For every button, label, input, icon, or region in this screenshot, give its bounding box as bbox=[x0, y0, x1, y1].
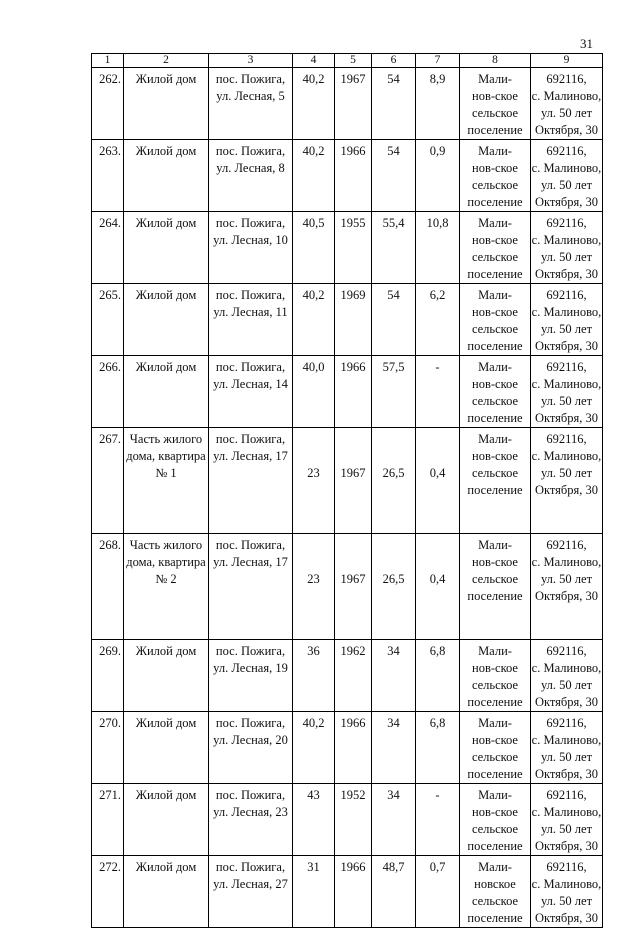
cell-line: ул. 50 лет bbox=[540, 572, 593, 586]
cost-value: 6,2 bbox=[416, 284, 460, 356]
column-header: 4 bbox=[293, 54, 335, 68]
object-address bbox=[209, 68, 293, 140]
object-name: Жилой дом bbox=[124, 140, 209, 212]
cell-line: нов-ское bbox=[472, 555, 518, 569]
cost-value: 6,8 bbox=[416, 712, 460, 784]
row-number: 265. bbox=[92, 284, 124, 356]
cell-line: Октября, 30 bbox=[534, 695, 599, 709]
table-row bbox=[92, 356, 603, 428]
cell-line: 692116, bbox=[546, 216, 587, 230]
cell-line: Октября, 30 bbox=[534, 589, 599, 603]
cell-line: с. Малиново, bbox=[531, 805, 602, 819]
cell-line: ул. Лесная, 5 bbox=[216, 89, 285, 103]
cell-line: нов-ское bbox=[472, 233, 518, 247]
holder-name bbox=[460, 640, 531, 712]
cell-line: новское bbox=[474, 877, 516, 891]
cell-line: Мали- bbox=[478, 788, 512, 802]
cell-line: 692116, bbox=[546, 538, 587, 552]
cell-line: поселение bbox=[467, 589, 523, 603]
cell-line: нов-ское bbox=[472, 805, 518, 819]
year-value: 1967 bbox=[335, 68, 372, 140]
cell-line: поселение bbox=[467, 483, 523, 497]
row-number: 269. bbox=[92, 640, 124, 712]
holder-name bbox=[460, 68, 531, 140]
holder-name bbox=[460, 140, 531, 212]
cell-line: ул. 50 лет bbox=[540, 178, 593, 192]
row-number: 262. bbox=[92, 68, 124, 140]
column-header: 3 bbox=[209, 54, 293, 68]
object-address bbox=[209, 534, 293, 640]
cell-line: нов-ское bbox=[472, 89, 518, 103]
cell-line: Мали- bbox=[478, 216, 512, 230]
page-number: 31 bbox=[580, 36, 593, 51]
table-row bbox=[92, 140, 603, 212]
holder-address bbox=[531, 640, 603, 712]
holder-name bbox=[460, 284, 531, 356]
column-header: 9 bbox=[531, 54, 603, 68]
holder-name bbox=[460, 428, 531, 534]
cell-line: поселение bbox=[467, 911, 523, 925]
object-address bbox=[209, 140, 293, 212]
cell-line: 692116, bbox=[546, 788, 587, 802]
object-name: Часть жилого дома, квартира № 1 bbox=[124, 428, 209, 534]
cell-line: с. Малиново, bbox=[531, 733, 602, 747]
cell-line: Мали- bbox=[478, 144, 512, 158]
cell-line: нов-ское bbox=[472, 305, 518, 319]
wear-value: 57,5 bbox=[372, 356, 416, 428]
holder-name bbox=[460, 856, 531, 928]
cell-line: сельское bbox=[471, 250, 519, 264]
cell-line: ул. Лесная, 14 bbox=[213, 377, 288, 391]
cell-line: с. Малиново, bbox=[531, 877, 602, 891]
cell-line: ул. 50 лет bbox=[540, 750, 593, 764]
cell-line: ул. Лесная, 27 bbox=[213, 877, 288, 891]
cell-line: Октября, 30 bbox=[534, 123, 599, 137]
row-number: 267. bbox=[92, 428, 124, 534]
table-row bbox=[92, 68, 603, 140]
cell-line: Мали- bbox=[478, 716, 512, 730]
year-value: 1966 bbox=[335, 856, 372, 928]
cell-line: ул. Лесная, 20 bbox=[213, 733, 288, 747]
year-value: 1966 bbox=[335, 356, 372, 428]
year-value: 1967 bbox=[335, 428, 372, 534]
cell-line: с. Малиново, bbox=[531, 89, 602, 103]
cell-line: с. Малиново, bbox=[531, 161, 602, 175]
column-header: 8 bbox=[460, 54, 531, 68]
column-header: 7 bbox=[416, 54, 460, 68]
holder-name bbox=[460, 212, 531, 284]
year-value: 1969 bbox=[335, 284, 372, 356]
holder-name bbox=[460, 534, 531, 640]
row-number: 270. bbox=[92, 712, 124, 784]
cell-line: Мали- bbox=[478, 860, 512, 874]
wear-value: 34 bbox=[372, 784, 416, 856]
cell-line: пос. Пожига, bbox=[215, 432, 286, 446]
cell-line: ул. 50 лет bbox=[540, 894, 593, 908]
cell-line: поселение bbox=[467, 339, 523, 353]
cell-line: ул. 50 лет bbox=[540, 466, 593, 480]
cell-line: пос. Пожига, bbox=[215, 72, 286, 86]
holder-name bbox=[460, 712, 531, 784]
object-address bbox=[209, 784, 293, 856]
year-value: 1955 bbox=[335, 212, 372, 284]
cell-line: Октября, 30 bbox=[534, 267, 599, 281]
cell-line: Мали- bbox=[478, 288, 512, 302]
cell-line: ул. 50 лет bbox=[540, 822, 593, 836]
cell-line: пос. Пожига, bbox=[215, 644, 286, 658]
object-name: Часть жилого дома, квартира № 2 bbox=[124, 534, 209, 640]
column-header: 1 bbox=[92, 54, 124, 68]
cell-line: ул. 50 лет bbox=[540, 106, 593, 120]
holder-address bbox=[531, 356, 603, 428]
cell-line: нов-ское bbox=[472, 449, 518, 463]
object-name: Жилой дом bbox=[124, 68, 209, 140]
cell-line: сельское bbox=[471, 572, 519, 586]
cell-line: сельское bbox=[471, 822, 519, 836]
object-address bbox=[209, 640, 293, 712]
cost-value: 0,7 bbox=[416, 856, 460, 928]
cell-line: нов-ское bbox=[472, 161, 518, 175]
cell-line: Октября, 30 bbox=[534, 911, 599, 925]
property-registry-table bbox=[91, 53, 603, 928]
object-name: Жилой дом bbox=[124, 356, 209, 428]
cell-line: сельское bbox=[471, 750, 519, 764]
cell-line: Октября, 30 bbox=[534, 339, 599, 353]
wear-value: 55,4 bbox=[372, 212, 416, 284]
column-header: 6 bbox=[372, 54, 416, 68]
cell-line: поселение bbox=[467, 695, 523, 709]
cell-line: ул. Лесная, 17 bbox=[213, 555, 288, 569]
cell-line: сельское bbox=[471, 322, 519, 336]
cell-line: ул. Лесная, 23 bbox=[213, 805, 288, 819]
object-name: Жилой дом bbox=[124, 784, 209, 856]
table-row bbox=[92, 212, 603, 284]
cell-line: ул. 50 лет bbox=[540, 394, 593, 408]
year-value: 1952 bbox=[335, 784, 372, 856]
cost-value: 0,4 bbox=[416, 428, 460, 534]
column-header: 2 bbox=[124, 54, 209, 68]
object-address bbox=[209, 856, 293, 928]
cell-line: нов-ское bbox=[472, 661, 518, 675]
table-row bbox=[92, 428, 603, 534]
area-value: 31 bbox=[293, 856, 335, 928]
cell-line: 692116, bbox=[546, 72, 587, 86]
object-name: Жилой дом bbox=[124, 640, 209, 712]
cell-line: ул. 50 лет bbox=[540, 250, 593, 264]
area-value: 23 bbox=[293, 534, 335, 640]
cell-line: Октября, 30 bbox=[534, 767, 599, 781]
cell-line: Октября, 30 bbox=[534, 483, 599, 497]
row-number: 271. bbox=[92, 784, 124, 856]
wear-value: 54 bbox=[372, 68, 416, 140]
year-value: 1967 bbox=[335, 534, 372, 640]
object-address bbox=[209, 356, 293, 428]
object-name: Жилой дом bbox=[124, 212, 209, 284]
cell-line: с. Малиново, bbox=[531, 449, 602, 463]
area-value: 40,2 bbox=[293, 284, 335, 356]
cell-line: поселение bbox=[467, 411, 523, 425]
table-row bbox=[92, 856, 603, 928]
cost-value: 0,4 bbox=[416, 534, 460, 640]
holder-address bbox=[531, 856, 603, 928]
row-number: 272. bbox=[92, 856, 124, 928]
cell-line: Октября, 30 bbox=[534, 195, 599, 209]
object-address bbox=[209, 712, 293, 784]
column-header: 5 bbox=[335, 54, 372, 68]
cell-line: 692116, bbox=[546, 860, 587, 874]
holder-address bbox=[531, 212, 603, 284]
object-address bbox=[209, 284, 293, 356]
holder-address bbox=[531, 284, 603, 356]
holder-address bbox=[531, 534, 603, 640]
cell-line: ул. Лесная, 17 bbox=[213, 449, 288, 463]
holder-address bbox=[531, 428, 603, 534]
cost-value: - bbox=[416, 784, 460, 856]
cell-line: сельское bbox=[471, 466, 519, 480]
wear-value: 34 bbox=[372, 712, 416, 784]
cost-value: 10,8 bbox=[416, 212, 460, 284]
cell-line: 692116, bbox=[546, 360, 587, 374]
cell-line: с. Малиново, bbox=[531, 377, 602, 391]
cell-line: сельское bbox=[471, 178, 519, 192]
holder-address bbox=[531, 140, 603, 212]
holder-address bbox=[531, 712, 603, 784]
wear-value: 34 bbox=[372, 640, 416, 712]
cell-line: с. Малиново, bbox=[531, 555, 602, 569]
object-address bbox=[209, 428, 293, 534]
wear-value: 26,5 bbox=[372, 534, 416, 640]
cell-line: поселение bbox=[467, 195, 523, 209]
cell-line: ул. Лесная, 19 bbox=[213, 661, 288, 675]
year-value: 1962 bbox=[335, 640, 372, 712]
object-name: Жилой дом bbox=[124, 856, 209, 928]
cell-line: с. Малиново, bbox=[531, 233, 602, 247]
cell-line: пос. Пожига, bbox=[215, 216, 286, 230]
table-row bbox=[92, 534, 603, 640]
cell-line: пос. Пожига, bbox=[215, 538, 286, 552]
area-value: 36 bbox=[293, 640, 335, 712]
cell-line: ул. Лесная, 11 bbox=[213, 305, 288, 319]
cell-line: ул. 50 лет bbox=[540, 322, 593, 336]
cell-line: Мали- bbox=[478, 432, 512, 446]
cell-line: поселение bbox=[467, 123, 523, 137]
column-number-row bbox=[92, 54, 603, 68]
holder-name bbox=[460, 356, 531, 428]
cell-line: Мали- bbox=[478, 644, 512, 658]
cell-line: поселение bbox=[467, 767, 523, 781]
cell-line: пос. Пожига, bbox=[215, 788, 286, 802]
row-number: 266. bbox=[92, 356, 124, 428]
area-value: 40,2 bbox=[293, 712, 335, 784]
cell-line: ул. Лесная, 8 bbox=[216, 161, 285, 175]
cell-line: Мали- bbox=[478, 72, 512, 86]
holder-name bbox=[460, 784, 531, 856]
year-value: 1966 bbox=[335, 712, 372, 784]
cell-line: нов-ское bbox=[472, 733, 518, 747]
row-number: 268. bbox=[92, 534, 124, 640]
cell-line: сельское bbox=[471, 894, 519, 908]
year-value: 1966 bbox=[335, 140, 372, 212]
object-name: Жилой дом bbox=[124, 284, 209, 356]
row-number: 263. bbox=[92, 140, 124, 212]
cost-value: - bbox=[416, 356, 460, 428]
cell-line: поселение bbox=[467, 839, 523, 853]
wear-value: 54 bbox=[372, 140, 416, 212]
cell-line: 692116, bbox=[546, 716, 587, 730]
holder-address bbox=[531, 784, 603, 856]
cost-value: 0,9 bbox=[416, 140, 460, 212]
object-address bbox=[209, 212, 293, 284]
cell-line: Мали- bbox=[478, 360, 512, 374]
wear-value: 54 bbox=[372, 284, 416, 356]
cell-line: ул. Лесная, 10 bbox=[213, 233, 288, 247]
cost-value: 6,8 bbox=[416, 640, 460, 712]
table-row bbox=[92, 640, 603, 712]
cell-line: пос. Пожига, bbox=[215, 144, 286, 158]
table-row bbox=[92, 784, 603, 856]
row-number: 264. bbox=[92, 212, 124, 284]
area-value: 40,2 bbox=[293, 140, 335, 212]
cell-line: пос. Пожига, bbox=[215, 716, 286, 730]
cell-line: Октября, 30 bbox=[534, 839, 599, 853]
cell-line: с. Малиново, bbox=[531, 305, 602, 319]
cell-line: сельское bbox=[471, 678, 519, 692]
cell-line: 692116, bbox=[546, 144, 587, 158]
cell-line: нов-ское bbox=[472, 377, 518, 391]
cell-line: Мали- bbox=[478, 538, 512, 552]
area-value: 40,2 bbox=[293, 68, 335, 140]
wear-value: 26,5 bbox=[372, 428, 416, 534]
area-value: 43 bbox=[293, 784, 335, 856]
cell-line: пос. Пожига, bbox=[215, 288, 286, 302]
wear-value: 48,7 bbox=[372, 856, 416, 928]
cell-line: ул. 50 лет bbox=[540, 678, 593, 692]
cost-value: 8,9 bbox=[416, 68, 460, 140]
cell-line: сельское bbox=[471, 394, 519, 408]
table-row bbox=[92, 284, 603, 356]
object-name: Жилой дом bbox=[124, 712, 209, 784]
table-row bbox=[92, 712, 603, 784]
cell-line: Октября, 30 bbox=[534, 411, 599, 425]
cell-line: с. Малиново, bbox=[531, 661, 602, 675]
area-value: 40,5 bbox=[293, 212, 335, 284]
cell-line: 692116, bbox=[546, 288, 587, 302]
cell-line: 692116, bbox=[546, 432, 587, 446]
holder-address bbox=[531, 68, 603, 140]
cell-line: пос. Пожига, bbox=[215, 860, 286, 874]
cell-line: 692116, bbox=[546, 644, 587, 658]
cell-line: поселение bbox=[467, 267, 523, 281]
cell-line: пос. Пожига, bbox=[215, 360, 286, 374]
area-value: 23 bbox=[293, 428, 335, 534]
cell-line: сельское bbox=[471, 106, 519, 120]
area-value: 40,0 bbox=[293, 356, 335, 428]
